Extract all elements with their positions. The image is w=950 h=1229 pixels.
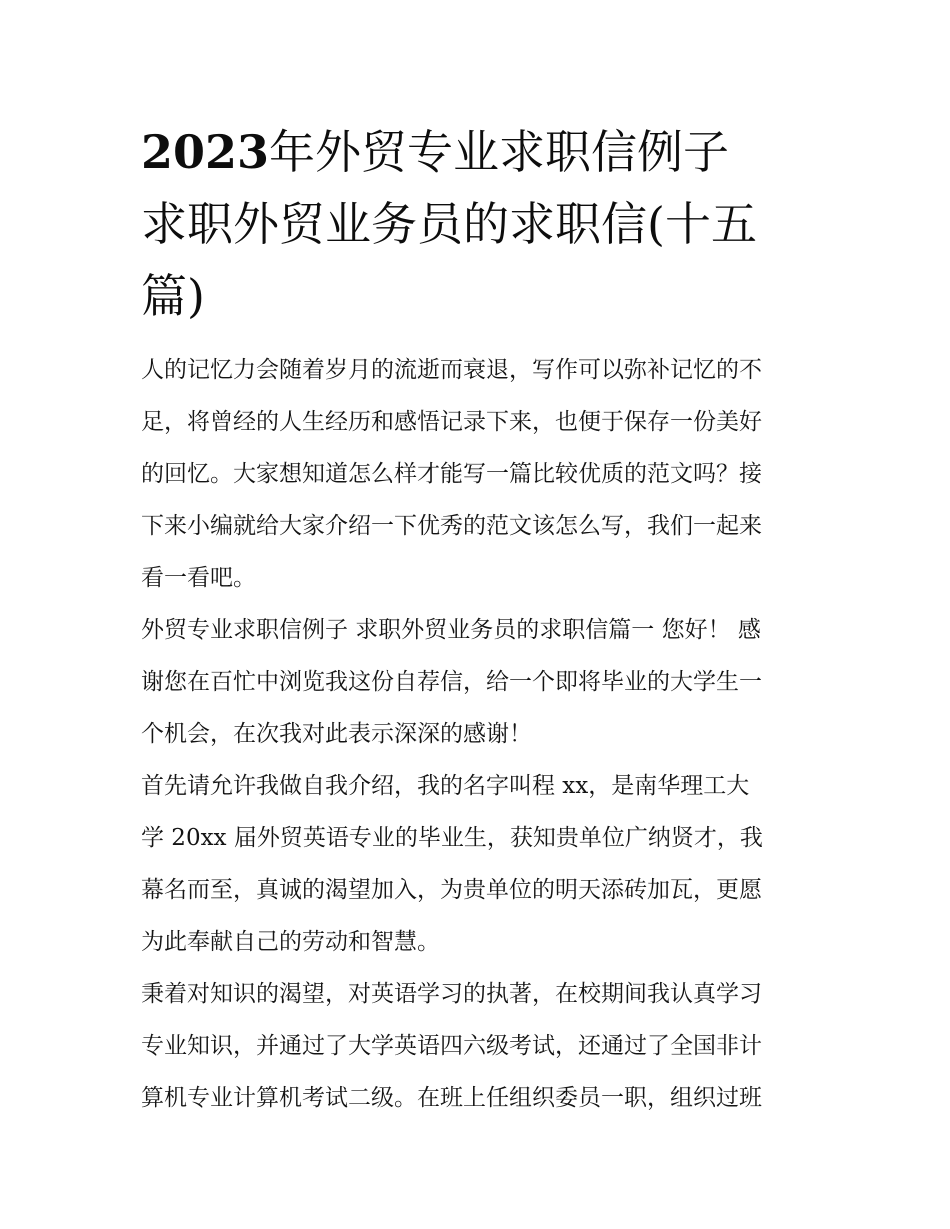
paragraph-line: 谢您在百忙中浏览我这份自荐信，给一个即将毕业的大学生一 <box>141 669 762 695</box>
title-line-1 <box>141 116 813 188</box>
paragraph-line: 看一看吧。 <box>141 565 256 591</box>
title-line-1-text: 年外贸专业求职信例子 <box>269 125 730 179</box>
paragraph-line: 为此奉献自己的劳动和智慧。 <box>141 929 440 955</box>
title-line-2: 求职外贸业务员的求职信(十五 <box>141 197 757 251</box>
paragraph-self-intro <box>141 760 813 968</box>
paragraph-line: 外贸专业求职信例子 求职外贸业务员的求职信篇一 您好！ 感 <box>141 617 761 643</box>
paragraph-line: 足，将曾经的人生经历和感悟记录下来，也便于保存一份美好 <box>141 409 762 435</box>
paragraph-line: 下来小编就给大家介绍一下优秀的范文该怎么写，我们一起来 <box>141 513 762 539</box>
paragraph-line: 学 20xx 届外贸英语专业的毕业生，获知贵单位广纳贤才，我 <box>141 825 763 851</box>
paragraph-line: 的回忆。大家想知道怎么样才能写一篇比较优质的范文吗？接 <box>141 461 762 487</box>
paragraph-line: 人的记忆力会随着岁月的流逝而衰退，写作可以弥补记忆的不 <box>141 357 762 383</box>
paragraph-line: 算机专业计算机考试二级。在班上任组织委员一职，组织过班 <box>141 1085 762 1111</box>
paragraph-line: 幕名而至，真诚的渴望加入，为贵单位的明天添砖加瓦，更愿 <box>141 877 762 903</box>
document-body <box>141 344 813 1124</box>
paragraph-greeting <box>141 604 813 760</box>
document-content <box>141 116 813 1124</box>
paragraph-intro <box>141 344 813 604</box>
title-line-3: 篇) <box>141 269 205 323</box>
paragraph-study <box>141 968 813 1124</box>
paragraph-line: 专业知识，并通过了大学英语四六级考试，还通过了全国非计 <box>141 1033 762 1059</box>
document-title <box>141 116 813 332</box>
title-year: 2023 <box>141 125 270 179</box>
paragraph-line: 个机会，在次我对此表示深深的感谢！ <box>141 721 532 747</box>
paragraph-line: 秉着对知识的渴望，对英语学习的执著，在校期间我认真学习 <box>141 981 762 1007</box>
paragraph-line: 首先请允许我做自我介绍，我的名字叫程 xx，是南华理工大 <box>141 773 750 799</box>
